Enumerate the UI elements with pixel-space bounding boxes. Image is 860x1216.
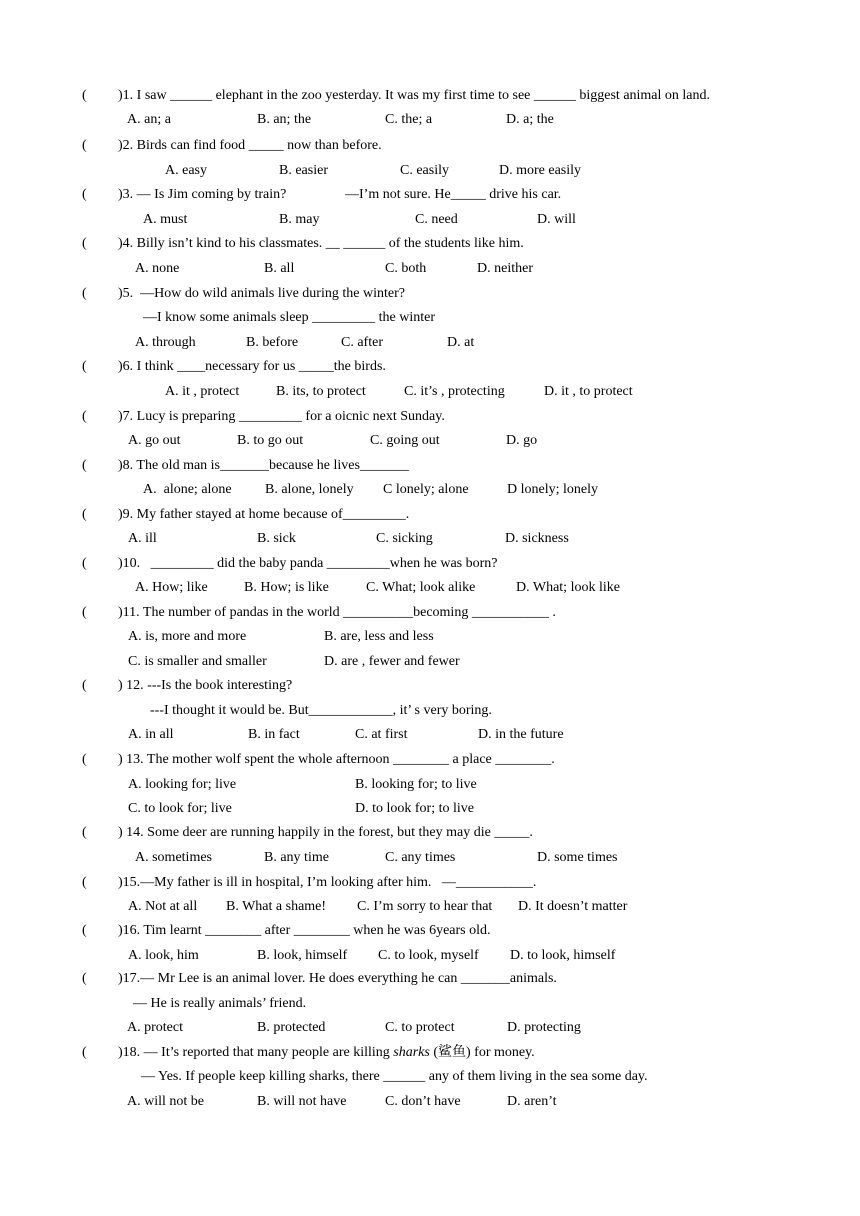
question-10: )10. _________ did the baby panda _________when he was born? <box>118 556 498 571</box>
q10-option-a: A. How; like <box>135 580 208 595</box>
q17-option-b: B. protected <box>257 1020 326 1035</box>
q11-option-b: B. are, less and less <box>324 629 434 644</box>
q4-option-d: D. neither <box>477 261 533 276</box>
q6-option-c: C. it’s , protecting <box>404 384 505 399</box>
question-5: )5. —How do wild animals live during the winter? <box>118 286 405 301</box>
q15-option-b: B. What a shame! <box>226 899 327 914</box>
question-12: ) 12. ---Is the book interesting? <box>118 678 293 693</box>
q9-option-d: D. sickness <box>505 531 569 546</box>
question-12-reply: ---I thought it would be. But____________, it’ s very boring. <box>150 703 492 718</box>
question-18 <box>118 1044 535 1062</box>
question-1: )1. I saw ______ elephant in the zoo yesterday. It was my first time to see ______ biggest animal on land. <box>118 88 711 103</box>
answer-paren: ( <box>82 1045 87 1060</box>
q5-option-b: B. before <box>246 335 299 350</box>
q13-option-d: D. to look for; to live <box>355 801 474 816</box>
answer-paren: ( <box>82 409 87 424</box>
q18-option-a: A. will not be <box>127 1094 204 1109</box>
question-17-reply: — He is really animals’ friend. <box>133 996 307 1011</box>
question-9: )9. My father stayed at home because of_________. <box>118 507 410 522</box>
answer-paren: ( <box>82 825 87 840</box>
q16-option-d: D. to look, himself <box>510 948 616 963</box>
q10-option-d: D. What; look like <box>516 580 620 595</box>
q2-option-d: D. more easily <box>499 163 582 178</box>
q4-option-b: B. all <box>264 261 295 276</box>
question-18-reply: — Yes. If people keep killing sharks, there ______ any of them living in the sea some day. <box>141 1069 648 1084</box>
q3-option-a: A. must <box>143 212 188 227</box>
q14-option-d: D. some times <box>537 850 618 865</box>
q14-option-a: A. sometimes <box>135 850 212 865</box>
q2-option-a: A. easy <box>165 163 207 178</box>
answer-paren: ( <box>82 605 87 620</box>
q13-option-a: A. looking for; live <box>128 777 237 792</box>
answer-paren: ( <box>82 138 87 153</box>
question-16: )16. Tim learnt ________ after ________ when he was 6years old. <box>118 923 491 938</box>
q7-option-a: A. go out <box>128 433 181 448</box>
q4-option-c: C. both <box>385 261 427 276</box>
answer-paren: ( <box>82 923 87 938</box>
q7-option-d: D. go <box>506 433 538 448</box>
q12-option-b: B. in fact <box>248 727 300 742</box>
answer-paren: ( <box>82 678 87 693</box>
q14-option-b: B. any time <box>264 850 329 865</box>
q3-option-d: D. will <box>537 212 576 227</box>
q9-option-b: B. sick <box>257 531 296 546</box>
question-18-part-c: (鲨鱼) for money. <box>429 1045 535 1060</box>
q17-option-d: D. protecting <box>507 1020 581 1035</box>
q11-option-c: C. is smaller and smaller <box>128 654 267 669</box>
q18-option-d: D. aren’t <box>507 1094 557 1109</box>
answer-paren: ( <box>82 556 87 571</box>
answer-paren: ( <box>82 875 87 890</box>
question-2: )2. Birds can find food _____ now than before. <box>118 138 382 153</box>
q13-option-b: B. looking for; to live <box>355 777 477 792</box>
q5-option-d: D. at <box>447 335 475 350</box>
question-6: )6. I think ____necessary for us _____the birds. <box>118 359 386 374</box>
q1-option-c: C. the; a <box>385 112 433 127</box>
question-8: )8. The old man is_______because he lives_______ <box>118 458 409 473</box>
answer-paren: ( <box>82 236 87 251</box>
answer-paren: ( <box>82 88 87 103</box>
question-18-italic-term: sharks <box>393 1045 430 1060</box>
q8-option-b: B. alone, lonely <box>265 482 354 497</box>
q6-option-a: A. it , protect <box>165 384 240 399</box>
q13-option-c: C. to look for; live <box>128 801 232 816</box>
q18-option-c: C. don’t have <box>385 1094 461 1109</box>
q7-option-c: C. going out <box>370 433 440 448</box>
q16-option-b: B. look, himself <box>257 948 348 963</box>
question-18-part-a: )18. — It’s reported that many people are killing <box>118 1045 394 1060</box>
q15-option-c: C. I’m sorry to hear that <box>357 899 493 914</box>
q8-option-a: A. alone; alone <box>143 482 232 497</box>
q1-option-d: D. a; the <box>506 112 554 127</box>
question-4: )4. Billy isn’t kind to his classmates. __ ______ of the students like him. <box>118 236 524 251</box>
q16-option-a: A. look, him <box>128 948 199 963</box>
q12-option-c: C. at first <box>355 727 408 742</box>
q15-option-a: A. Not at all <box>128 899 198 914</box>
q3-option-b: B. may <box>279 212 320 227</box>
answer-paren: ( <box>82 752 87 767</box>
q7-option-b: B. to go out <box>237 433 304 448</box>
q8-option-d: D lonely; lonely <box>507 482 598 497</box>
q15-option-d: D. It doesn’t matter <box>518 899 628 914</box>
question-14: ) 14. Some deer are running happily in the forest, but they may die _____. <box>118 825 533 840</box>
q4-option-a: A. none <box>135 261 180 276</box>
q11-option-a: A. is, more and more <box>128 629 247 644</box>
q9-option-c: C. sicking <box>376 531 433 546</box>
q12-option-d: D. in the future <box>478 727 564 742</box>
q12-option-a: A. in all <box>128 727 174 742</box>
question-11: )11. The number of pandas in the world __________becoming ___________ . <box>118 605 556 620</box>
q6-option-d: D. it , to protect <box>544 384 633 399</box>
question-7: )7. Lucy is preparing _________ for a oicnic next Sunday. <box>118 409 445 424</box>
q8-option-c: C lonely; alone <box>383 482 469 497</box>
q5-option-a: A. through <box>135 335 196 350</box>
q6-option-b: B. its, to protect <box>276 384 366 399</box>
q10-option-b: B. How; is like <box>244 580 329 595</box>
answer-paren: ( <box>82 971 87 986</box>
q14-option-c: C. any times <box>385 850 456 865</box>
q16-option-c: C. to look, myself <box>378 948 479 963</box>
question-17: )17.— Mr Lee is an animal lover. He does everything he can _______animals. <box>118 971 557 986</box>
q18-option-b: B. will not have <box>257 1094 347 1109</box>
q5-option-c: C. after <box>341 335 383 350</box>
question-3-reply: —I’m not sure. He_____ drive his car. <box>345 187 562 202</box>
q3-option-c: C. need <box>415 212 458 227</box>
question-15: )15.—My father is ill in hospital, I’m looking after him. —___________. <box>118 875 537 890</box>
q17-option-a: A. protect <box>127 1020 183 1035</box>
q17-option-c: C. to protect <box>385 1020 455 1035</box>
question-13: ) 13. The mother wolf spent the whole afternoon ________ a place ________. <box>118 752 555 767</box>
answer-paren: ( <box>82 187 87 202</box>
q1-option-b: B. an; the <box>257 112 312 127</box>
question-3: )3. — Is Jim coming by train? <box>118 187 287 202</box>
question-5-reply: —I know some animals sleep _________ the winter <box>143 310 436 325</box>
answer-paren: ( <box>82 458 87 473</box>
q2-option-c: C. easily <box>400 163 449 178</box>
answer-paren: ( <box>82 359 87 374</box>
q10-option-c: C. What; look alike <box>366 580 476 595</box>
answer-paren: ( <box>82 286 87 301</box>
q2-option-b: B. easier <box>279 163 328 178</box>
q1-option-a: A. an; a <box>127 112 171 127</box>
q11-option-d: D. are , fewer and fewer <box>324 654 460 669</box>
answer-paren: ( <box>82 507 87 522</box>
q9-option-a: A. ill <box>128 531 157 546</box>
